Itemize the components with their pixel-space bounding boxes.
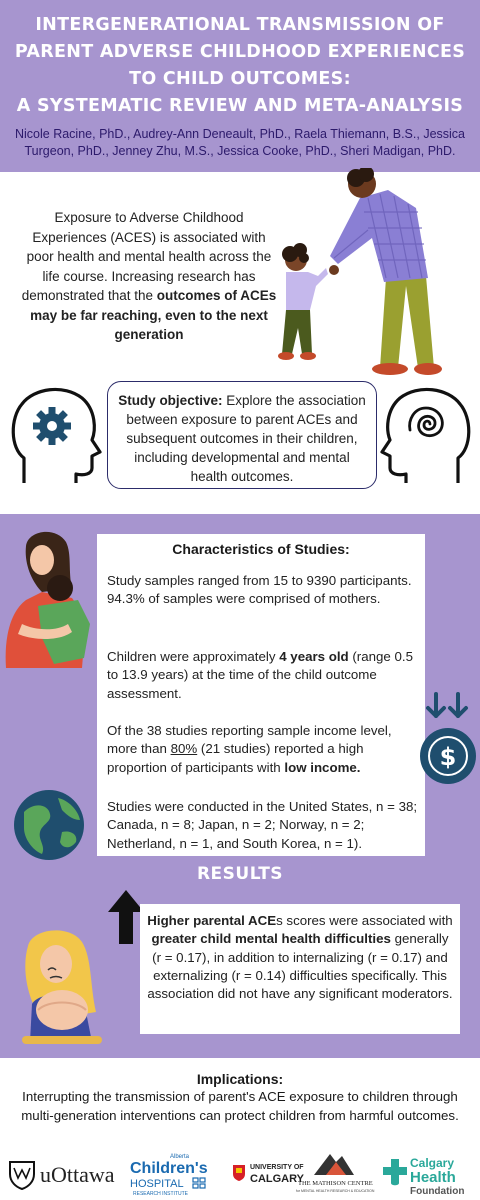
objective-box bbox=[107, 381, 377, 489]
uottawa-crest-icon bbox=[8, 1158, 36, 1190]
mathison-logo-line-1: THE MATHISON CENTRE bbox=[298, 1180, 373, 1187]
adult-child-illustration bbox=[268, 168, 448, 378]
hospital-grid-icon bbox=[192, 1177, 206, 1189]
health-cross-icon bbox=[382, 1158, 408, 1188]
title-line-3: TO CHILD OUTCOMES: bbox=[129, 69, 351, 89]
research-logo-text: RESEARCH INSTITUTE bbox=[133, 1191, 189, 1197]
para-2-b: (range 0.5 to 13.9 years) at the time of the child outcome assessment. bbox=[107, 649, 413, 701]
authors-line-1: Nicole Racine, PhD., Audrey-Ann Deneault, PhD., Raela Thiemann, B.S., Jessica bbox=[15, 127, 465, 141]
svg-text:$: $ bbox=[439, 743, 457, 771]
logo-bar bbox=[0, 1148, 480, 1200]
characteristics-para-4: Studies were conducted in the United States, n = 38; Canada, n = 8; Japan, n = 2; Norway, n = 2; Netherland, n = 1, and South Korea, n = 1). bbox=[107, 799, 418, 851]
implications bbox=[10, 1070, 470, 1125]
intro-text bbox=[18, 208, 280, 345]
objective-body: Explore the association between exposure to parent ACEs and subsequent outcomes in their children, including developmental and mental health outcomes. bbox=[126, 393, 366, 484]
title-line-4: A SYSTEMATIC REVIEW AND META-ANALYSIS bbox=[16, 96, 464, 116]
results-text-1: s scores were associated with bbox=[276, 913, 453, 928]
mathison-logo-line-2: for MENTAL HEALTH RESEARCH & EDUCATION bbox=[296, 1189, 375, 1193]
results-text-2: generally (r = 0.17), in addition to internalizing (r = 0.17) and externalizing (r = 0.14) difficulties specifically. This association did not have any significant moderators. bbox=[147, 931, 453, 1002]
para-3-a: Of the 38 studies reporting sample income level, more than bbox=[107, 723, 392, 757]
title-line-2: PARENT ADVERSE CHILDHOOD EXPERIENCES bbox=[14, 42, 466, 62]
results-bold-2: greater child mental health difficulties bbox=[151, 931, 391, 947]
results-box bbox=[140, 904, 460, 1034]
header-banner bbox=[0, 0, 480, 172]
objective-text bbox=[118, 391, 366, 486]
head-gear-icon bbox=[4, 378, 104, 488]
para-2-a: Children were approximately bbox=[107, 649, 280, 664]
results-heading: RESULTS bbox=[196, 864, 284, 884]
sad-girl-illustration bbox=[8, 926, 118, 1046]
implications-text: Interrupting the transmission of parent's ACE exposure to children through multi-generation interventions can protect children from harmful outcomes. bbox=[21, 1089, 459, 1123]
globe-icon bbox=[12, 788, 86, 862]
alberta-logo-text: Alberta bbox=[170, 1154, 190, 1160]
head-spiral-icon bbox=[378, 378, 478, 488]
childrens-logo-text: Children's bbox=[130, 1160, 208, 1177]
ucalgary-logo-line-1: UNIVERSITY OF bbox=[250, 1164, 304, 1171]
authors bbox=[8, 126, 472, 160]
chf-logo-line-3: Foundation bbox=[410, 1186, 465, 1197]
uottawa-logo-text: uOttawa bbox=[40, 1162, 115, 1187]
characteristics-box bbox=[97, 534, 425, 856]
para-3-underline: 80% bbox=[170, 741, 198, 757]
chf-logo-line-1: Calgary bbox=[410, 1156, 455, 1170]
intro-bold: outcomes of ACEs may be far reaching, even to the next generation bbox=[30, 288, 277, 342]
title-line-1: INTERGENERATIONAL TRANSMISSION OF bbox=[35, 15, 445, 35]
money-coin-icon bbox=[418, 690, 480, 790]
authors-line-2: Turgeon, PhD., Jenney Zhu, M.S., Jessica Cooke, PhD., Sheri Madigan, PhD. bbox=[24, 144, 456, 158]
characteristics-title: Characteristics of Studies: bbox=[172, 541, 350, 557]
mother-hug-illustration bbox=[2, 528, 104, 678]
mountain-icon bbox=[312, 1150, 356, 1176]
characteristics-para-1: Study samples ranged from 15 to 9390 participants. 94.3% of samples were comprised of mothers. bbox=[107, 573, 412, 607]
page-title bbox=[10, 12, 470, 120]
characteristics-para-3 bbox=[107, 722, 422, 777]
para-3-bold: low income. bbox=[284, 759, 361, 775]
hospital-logo-text: HOSPITAL bbox=[130, 1178, 184, 1190]
characteristics-para-2 bbox=[107, 648, 422, 703]
intro-plain: Exposure to Adverse Childhood Experiences (ACES) is associated with poor health and mental health across the life course. Increasing research has demonstrated that the bbox=[21, 210, 272, 303]
para-2-bold: 4 years old bbox=[279, 649, 349, 664]
results-bold-1: Higher parental ACE bbox=[147, 913, 277, 928]
results-text bbox=[146, 912, 454, 1003]
chf-logo-line-2: Health bbox=[410, 1169, 456, 1186]
objective-label: Study objective: bbox=[118, 393, 223, 408]
para-3-b: (21 studies) reported a high proportion of participants with bbox=[107, 741, 364, 775]
implications-title: Implications: bbox=[196, 1071, 284, 1087]
ucalgary-logo-line-2: CALGARY bbox=[250, 1173, 304, 1185]
ucalgary-crest-icon bbox=[232, 1164, 246, 1182]
